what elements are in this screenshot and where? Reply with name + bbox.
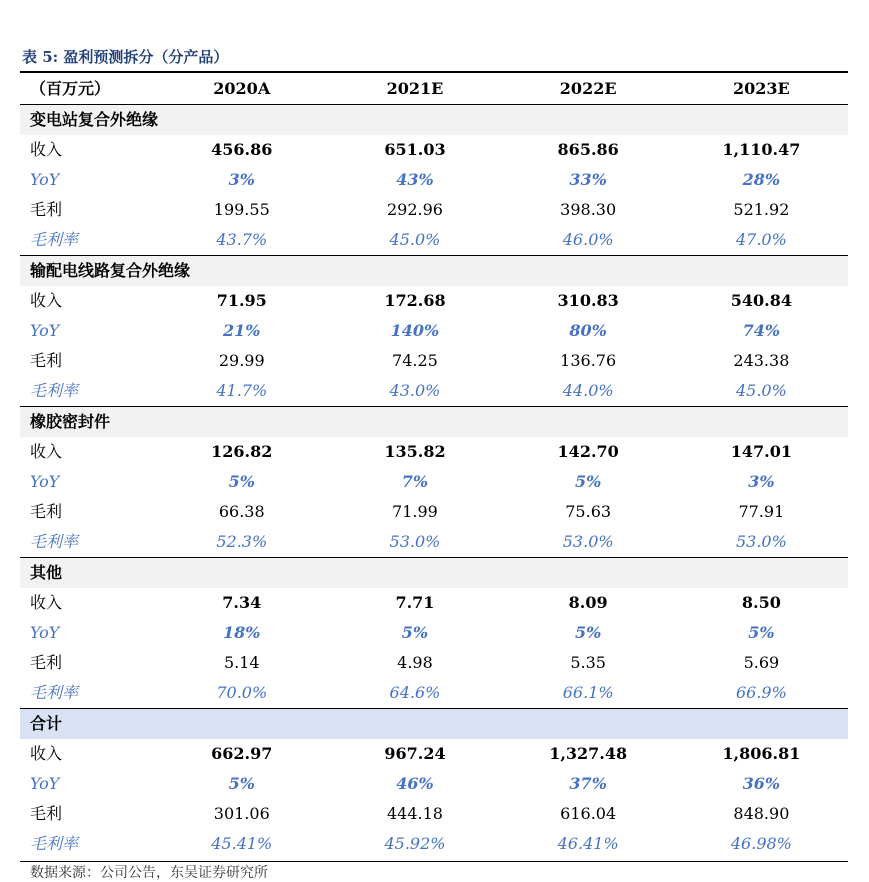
year-header: 2020A [155, 73, 328, 105]
value-cell: 651.03 [384, 140, 446, 159]
gross-margin-row [20, 829, 848, 859]
value-cell: 43.0% [389, 381, 441, 400]
row-label: 毛利率 [30, 381, 79, 400]
value-cell: 44.0% [562, 381, 614, 400]
value-cell: 47.0% [735, 230, 787, 249]
value-cell: 7% [401, 472, 429, 491]
value-cell: 45.0% [389, 230, 441, 249]
gross-profit-row [20, 648, 848, 678]
section-header [20, 558, 848, 589]
table-title: 表 5: 盈利预测拆分（分产品） [22, 48, 229, 66]
gross-profit-row [20, 799, 848, 829]
profit-forecast-table [20, 73, 848, 859]
value-cell: 70.0% [216, 683, 268, 702]
source-note: 数据来源：公司公告，东吴证券研究所 [30, 865, 268, 881]
row-label: YoY [30, 321, 60, 340]
value-cell: 444.18 [386, 804, 443, 823]
value-cell: 136.76 [560, 351, 617, 370]
value-cell: 43.7% [216, 230, 268, 249]
value-cell: 46% [396, 774, 434, 793]
value-cell: 848.90 [733, 804, 790, 823]
value-cell: 1,327.48 [549, 744, 628, 763]
value-cell: 46.98% [730, 834, 792, 853]
value-cell: 37% [569, 774, 607, 793]
value-cell: 18% [223, 623, 261, 642]
value-cell: 46.41% [557, 834, 619, 853]
value-cell: 77.91 [738, 502, 785, 521]
value-cell: 292.96 [386, 200, 443, 219]
value-cell: 53.0% [389, 532, 441, 551]
row-label: 收入 [30, 744, 63, 763]
gross-margin-row [20, 678, 848, 709]
yoy-row [20, 165, 848, 195]
row-label: YoY [30, 774, 60, 793]
value-cell: 45.92% [384, 834, 446, 853]
gross-profit-row [20, 497, 848, 527]
value-cell: 5% [574, 623, 602, 642]
yoy-row [20, 618, 848, 648]
yoy-row [20, 769, 848, 799]
value-cell: 52.3% [216, 532, 268, 551]
value-cell: 5% [748, 623, 775, 642]
value-cell: 33% [569, 170, 607, 189]
value-cell: 53.0% [735, 532, 787, 551]
value-cell: 5.69 [743, 653, 780, 672]
value-cell: 46.0% [562, 230, 614, 249]
value-cell: 41.7% [216, 381, 268, 400]
value-cell: 126.82 [211, 442, 273, 461]
value-cell: 45.41% [211, 834, 273, 853]
gross-profit-row [20, 346, 848, 376]
section-name: 其他 [20, 558, 848, 589]
section-name: 橡胶密封件 [20, 407, 848, 438]
header-row [20, 73, 848, 105]
value-cell: 3% [748, 472, 775, 491]
row-label: 收入 [30, 442, 63, 461]
row-label: 毛利率 [30, 532, 79, 551]
section-header [20, 407, 848, 438]
row-label: YoY [30, 472, 60, 491]
value-cell: 310.83 [557, 291, 619, 310]
value-cell: 66.1% [562, 683, 614, 702]
section-name: 变电站复合外绝缘 [20, 105, 848, 136]
yoy-row [20, 467, 848, 497]
value-cell: 147.01 [730, 442, 792, 461]
gross-margin-row [20, 527, 848, 558]
value-cell: 43% [396, 170, 434, 189]
value-cell: 8.50 [741, 593, 781, 612]
table-bottom-rule [20, 861, 848, 862]
value-cell: 1,110.47 [722, 140, 801, 159]
value-cell: 36% [742, 774, 781, 793]
row-label: 毛利 [30, 502, 63, 521]
row-label: 毛利 [30, 200, 63, 219]
section-header [20, 256, 848, 287]
value-cell: 540.84 [730, 291, 792, 310]
row-label: 毛利率 [30, 683, 79, 702]
value-cell: 80% [569, 321, 607, 340]
value-cell: 5% [228, 774, 255, 793]
row-label: 毛利 [30, 351, 63, 370]
row-label: 毛利 [30, 653, 63, 672]
value-cell: 398.30 [560, 200, 617, 219]
revenue-row [20, 135, 848, 165]
value-cell: 616.04 [560, 804, 617, 823]
value-cell: 142.70 [557, 442, 619, 461]
value-cell: 5.35 [570, 653, 606, 672]
value-cell: 7.34 [222, 593, 262, 612]
gross-margin-row [20, 376, 848, 407]
value-cell: 45.0% [735, 381, 787, 400]
year-header: 2022E [502, 73, 675, 105]
year-header: 2021E [328, 73, 501, 105]
unit-header: （百万元） [20, 73, 155, 105]
value-cell: 5% [574, 472, 602, 491]
row-label: 毛利 [30, 804, 63, 823]
section-name: 输配电线路复合外绝缘 [20, 256, 848, 287]
revenue-row [20, 739, 848, 769]
value-cell: 66.38 [218, 502, 265, 521]
value-cell: 28% [742, 170, 781, 189]
value-cell: 1,806.81 [722, 744, 801, 763]
value-cell: 5% [401, 623, 429, 642]
value-cell: 967.24 [384, 744, 446, 763]
value-cell: 172.68 [384, 291, 446, 310]
row-label: 毛利率 [30, 230, 79, 249]
value-cell: 53.0% [562, 532, 614, 551]
revenue-row [20, 437, 848, 467]
value-cell: 74% [742, 321, 781, 340]
value-cell: 74.25 [392, 351, 438, 370]
value-cell: 66.9% [735, 683, 787, 702]
value-cell: 140% [390, 321, 440, 340]
value-cell: 71.95 [216, 291, 267, 310]
gross-margin-row [20, 225, 848, 256]
row-label: 收入 [30, 140, 63, 159]
value-cell: 301.06 [213, 804, 270, 823]
row-label: 毛利率 [30, 834, 79, 853]
row-label: YoY [30, 170, 60, 189]
value-cell: 662.97 [211, 744, 273, 763]
yoy-row [20, 316, 848, 346]
value-cell: 135.82 [384, 442, 446, 461]
total-section-header [20, 709, 848, 740]
value-cell: 21% [223, 321, 261, 340]
gross-profit-row [20, 195, 848, 225]
year-header: 2023E [675, 73, 848, 105]
row-label: YoY [30, 623, 60, 642]
value-cell: 199.55 [213, 200, 270, 219]
value-cell: 71.99 [392, 502, 438, 521]
value-cell: 4.98 [397, 653, 433, 672]
value-cell: 521.92 [733, 200, 790, 219]
row-label: 收入 [30, 593, 63, 612]
revenue-row [20, 588, 848, 618]
value-cell: 865.86 [557, 140, 619, 159]
value-cell: 456.86 [211, 140, 273, 159]
value-cell: 3% [228, 170, 255, 189]
value-cell: 29.99 [218, 351, 265, 370]
value-cell: 75.63 [565, 502, 612, 521]
section-name: 合计 [20, 709, 848, 740]
value-cell: 64.6% [389, 683, 441, 702]
revenue-row [20, 286, 848, 316]
value-cell: 8.09 [568, 593, 608, 612]
value-cell: 243.38 [733, 351, 790, 370]
value-cell: 5% [228, 472, 255, 491]
section-header [20, 105, 848, 136]
row-label: 收入 [30, 291, 63, 310]
value-cell: 5.14 [223, 653, 260, 672]
value-cell: 7.71 [395, 593, 435, 612]
